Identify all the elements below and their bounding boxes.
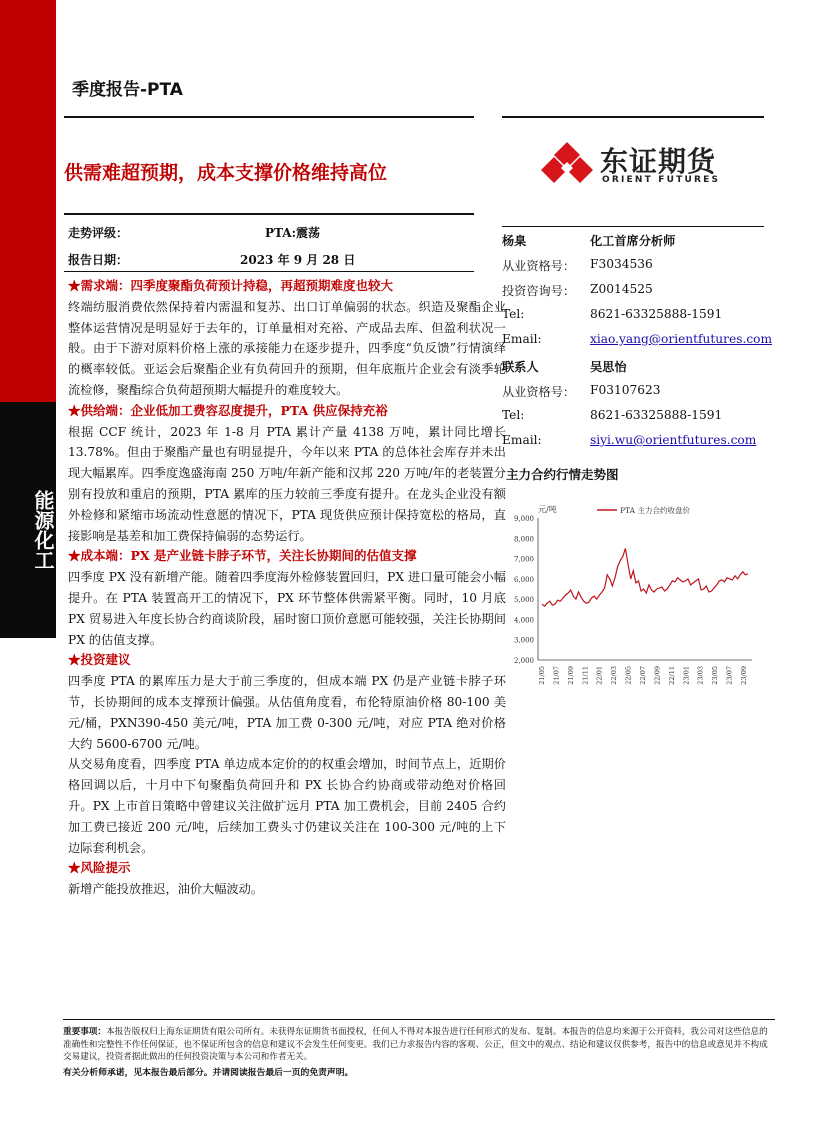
date-label: 报告日期： [68,253,129,267]
company-logo [540,140,740,188]
meta-rule-top [64,213,474,215]
header-rule-left [64,116,474,118]
logo-text-cn: 东证期货 [600,145,717,178]
y-tick-label: 8,000 [513,535,534,544]
x-tick-label: 23/03 [696,666,705,685]
row-value: F03107623 [590,383,661,397]
y-tick-label: 2,000 [513,657,534,665]
analyst-name: 杨臬 [502,234,527,248]
section-paragraph: 从交易角度看，四季度 PTA 单边成本定价的的权重会增加，时间节点上，近期价格回调以后，十月中下旬聚酯负荷回升和 PX 长协合约协商或带动绝对价格回升。PX 上市首日策略中曾建议关注做扩远月 PTA 加工费机会，目前 2405 合约加工费已接近 200 元/吨，后续加工费头寸仍建议关注在 100-300 元/吨的上下边际套利机会。 [68,757,506,855]
x-tick-label: 23/01 [682,666,691,685]
row-value: 8621-63325888-1591 [590,307,723,321]
section-paragraph: 终端纺服消费依然保持着内需温和复苏、出口订单偏弱的状态。织造及聚酯企业整体运营情况是明显好于去年的，订单量相对充裕、产成品去库、但盈利状况一般。由于下游对原料价格上涨的承接能力在逐步提升，四季度“负反馈”行情演绎的概率较低。亚运会后聚酯企业有负荷回升的预期，但年底瓶片企业会有淡季轮流检修，聚酯综合负荷超预期大幅提升的难度较大。 [68,299,506,397]
legend-label: PTA 主力合约收盘价 [620,506,690,515]
analyst-1-row [502,282,762,302]
email-link[interactable]: siyi.wu@orientfutures.com [590,433,757,447]
row-key: Tel: [502,408,525,422]
x-tick-label: 22/01 [595,666,604,685]
disclaimer-lead: 重要事项： [63,1027,106,1037]
x-tick-label: 21/11 [581,666,590,685]
header-rule-right [502,116,764,118]
rating-value: PTA:震荡 [265,226,321,240]
series-line-pta [542,548,748,606]
x-tick-label: 23/09 [740,666,748,685]
section-heading-demand: ★需求端：四季度聚酯负荷预计持稳，再超预期难度也较大 [68,278,394,293]
row-value: F3034536 [590,257,653,271]
y-tick-label: 3,000 [513,636,534,645]
x-tick-label: 21/05 [538,666,546,685]
row-key: Email: [502,433,542,447]
sidebar-category-label: 能源化工 [31,490,55,570]
disclaimer-text: 本报告版权归上海东证期货有限公司所有。未获得东证期货书面授权，任何人不得对本报告进行任何形式的发布、复制。本报告的信息均来源于公开资料，我公司对这些信息的准确性和完整性不作任何保证，也不保证所包含的信息和建议不会发生任何变更。我们已力求报告内容的客观、公正，但文中的观点、结论和建议仅供参考，报告中的信息或意见并不构成交易建议，投资者据此做出的任何投资决策与本公司和作者无关。 [63,1027,768,1063]
x-tick-label: 21/09 [566,666,575,685]
analyst-2-row [502,383,762,403]
section-heading-cost: ★成本端：PX 是产业链卡脖子环节，关注长协期间的估值支撑 [68,548,417,564]
meta-rule-bottom [64,271,474,272]
orient-futures-logo-icon [540,140,594,188]
x-tick-label: 23/07 [725,666,734,685]
section-paragraph: 根据 CCF 统计，2023 年 1-8 月 PTA 累计产量 4138 万吨，累计同比增长 13.78%。但由于聚酯产量也有明显提升，今年以来 PTA 的总体社会库存并未出现大幅累库。四季度逸盛海南 250 万吨/年新产能和汉邦 220 万吨/年的老装置分别有投放和重启的预期，PTA 累库的压力较前三季度有提升。在龙头企业没有额外检修和紧缩市场流动性意愿的情况下，PTA 现货供应预计保持宽松的格局，直接影响是基差和加工费保持偏弱的态势运行。 [68,424,506,543]
analyst-title: 化工首席分析师 [590,234,676,248]
section-paragraph: 四季度 PTA 的累库压力是大于前三季度的，但成本端 PX 仍是产业链卡脖子环节，长协期间的成本支撑预计偏强。从估值角度看，布伦特原油价格 80-100 美元/桶，PXN390-450 美元/吨，PTA 加工费 0-300 元/吨，对应 PTA 绝对价格大约 5600-6700 元/吨。 [68,674,506,751]
analyst-name: 联系人 [502,360,539,374]
y-tick-label: 6,000 [513,575,534,584]
disclaimer-rule [63,1019,775,1020]
y-tick-label: 4,000 [513,616,534,625]
row-key: 从业资格号： [502,385,576,399]
price-trend-chart [502,490,764,720]
row-key: 投资咨询号： [502,284,576,298]
x-tick-label: 22/07 [639,666,647,685]
report-type: 季度报告-PTA [72,80,183,100]
y-tick-label: 9,000 [513,515,534,523]
analyst-1-row [502,257,762,277]
row-key: 从业资格号： [502,259,576,273]
analyst-panel [502,232,773,457]
y-tick-label: 5,000 [513,596,534,605]
x-tick-label: 22/05 [624,666,633,685]
disclaimer [63,1026,775,1064]
x-tick-label: 22/03 [610,666,619,685]
section-paragraph: 四季度 PX 没有新增产能。随着四季度海外检修装置回归，PX 进口量可能会小幅提升。在 PTA 装置高开工的情况下，PX 环节整体供需紧平衡。同时，10 月底 PX 贸易进入年度长协合约商谈阶段，届时窗口顶价意愿可能较强，关注长协期间 PX 的估值支撑。 [68,570,506,647]
analyst-1-row [502,307,762,327]
section-heading-supply: ★供给端：企业低加工费容忍度提升，PTA 供应保持充裕 [68,402,388,418]
report-body [68,276,506,900]
section-heading-risk: ★风险提示 [68,860,131,876]
analyst-2-row [502,408,762,428]
analyst-title: 吴思怡 [590,360,627,374]
row-value: Z0014525 [590,282,653,296]
analyst-2-header [502,358,762,378]
x-tick-label: 22/09 [653,666,662,685]
row-value: 8621-63325888-1591 [590,408,723,422]
analyst-2-row [502,433,762,453]
analyst-1-row [502,332,773,352]
chart-title: 主力合约行情走势图 [506,467,619,482]
disclaimer-note: 有关分析师承诺，见本报告最后部分。并请阅读报告最后一页的免责声明。 [63,1068,354,1078]
analyst-rule-top [502,226,764,227]
x-tick-label: 21/07 [552,666,561,685]
date-value: 2023 年 9 月 28 日 [240,253,356,267]
row-key: Email: [502,332,542,346]
row-key: Tel: [502,307,525,321]
page-title: 供需难超预期，成本支撑价格维持高位 [64,162,388,184]
y-tick-label: 7,000 [513,555,534,564]
x-tick-label: 22/11 [667,666,676,685]
y-axis-label: 元/吨 [538,505,557,514]
x-tick-label: 23/05 [711,666,720,685]
analyst-1-header [502,232,762,252]
logo-text-en: ORIENT FUTURES [602,175,721,185]
section-heading-investment: ★投资建议 [68,652,131,668]
email-link[interactable]: xiao.yang@orientfutures.com [590,332,773,346]
rating-label: 走势评级： [68,226,129,240]
sidebar-red-band [0,0,56,402]
section-paragraph: 新增产能投放推迟，油价大幅波动。 [68,882,263,897]
